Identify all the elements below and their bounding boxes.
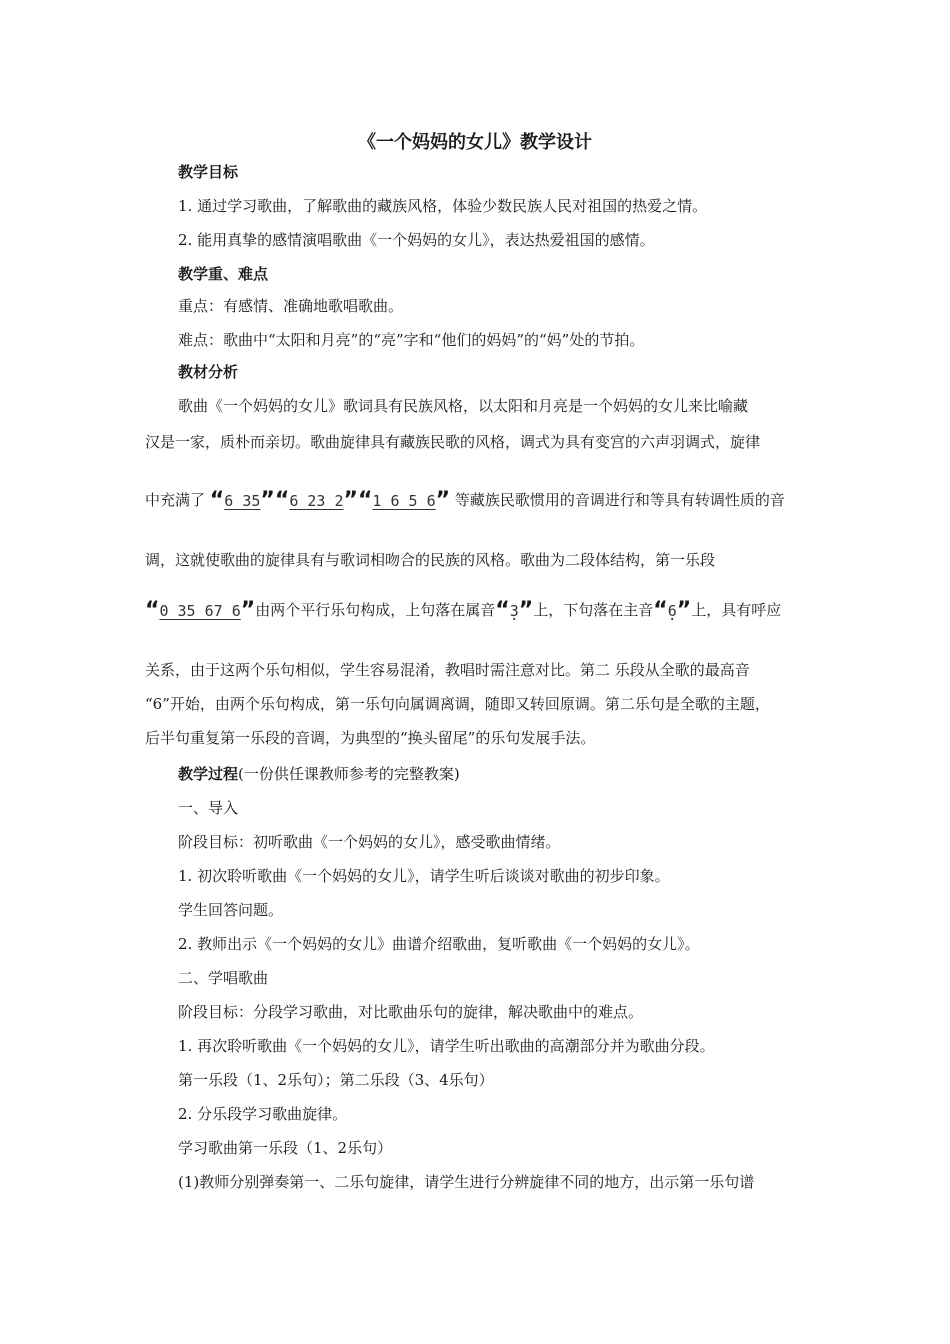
process-line: 1. 再次聆听歌曲《一个妈妈的女儿》，请学生听出歌曲的高潮部分并为歌曲分段。 [178, 1037, 715, 1055]
analysis-line-5 [145, 600, 781, 621]
process-line: 一、导入 [178, 799, 239, 817]
heading-analysis: 教材分析 [178, 363, 239, 381]
analysis-text: 具有呼应 [721, 601, 782, 619]
process-line: 学生回答问题。 [178, 901, 284, 919]
process-line: 二、学唱歌曲 [178, 969, 269, 987]
heading-keys: 教学重、难点 [178, 265, 269, 283]
quote-mark: ” [676, 598, 692, 623]
quote-mark: “ [209, 488, 225, 513]
goal-2: 2. 能用真挚的感情演唱歌曲《一个妈妈的女儿》，表达热爱祖国的感情。 [178, 231, 655, 249]
notation-snippet-1: 6 35 [224, 492, 261, 510]
heading-goals: 教学目标 [178, 163, 239, 181]
process-line: 2. 分乐段学习歌曲旋律。 [178, 1105, 348, 1123]
analysis-text: 等藏族民歌惯用的音调进行和等具有转调性质的音 [454, 491, 785, 509]
analysis-line-1: 歌曲《一个妈妈的女儿》歌词具有民族风格，以太阳和月亮是一个妈妈的女儿来比喻藏 [178, 397, 749, 415]
quote-mark: ” [240, 598, 256, 623]
notation-snippet-4: 0 35 67 6 [159, 602, 241, 620]
process-line: 第一乐段（1、2乐句）；第二乐段（3、4乐句） [178, 1071, 494, 1089]
heading-process: 教学过程 [178, 765, 239, 783]
process-line: 1. 初次聆听歌曲《一个妈妈的女儿》，请学生听后谈谈对歌曲的初步印象。 [178, 867, 670, 885]
document-title: 《一个妈妈的女儿》教学设计 [358, 132, 592, 153]
notation-snippet-3: 1 6 5 6 [372, 492, 436, 510]
quote-mark: ” [518, 598, 534, 623]
quote-mark: “ [653, 598, 668, 623]
quote-mark: ”“ [260, 488, 290, 513]
analysis-line-4: 调，这就使歌曲的旋律具有与歌词相吻合的民族的风格。歌曲为二段体结构，第一乐段 [145, 551, 716, 569]
difficulty-point: 难点：歌曲中“太阳和月亮”的“亮”字和“他们的妈妈”的“妈”处的节拍。 [178, 331, 645, 349]
notation-snippet-5: 3 · [510, 601, 519, 621]
goal-1: 1. 通过学习歌曲，了解歌曲的藏族风格，体验少数民族人民对祖国的热爱之情。 [178, 197, 708, 215]
quote-mark: “ [145, 598, 160, 623]
process-line: 阶段目标：初听歌曲《一个妈妈的女儿》，感受歌曲情绪。 [178, 833, 561, 851]
analysis-line-2: 汉是一家，质朴而亲切。歌曲旋律具有藏族民歌的风格，调式为具有变宫的六声羽调式，旋律 [145, 433, 761, 451]
analysis-line-7: “6”开始，由两个乐句构成，第一乐句向属调离调，随即又转回原调。第二乐句是全歌的主题， [145, 695, 770, 713]
notation-snippet-2: 6 23 2 [289, 492, 344, 510]
analysis-line-3 [145, 490, 785, 511]
process-note: (一份供任课教师参考的完整教案) [238, 765, 460, 783]
key-point: 重点：有感情、准确地歌唱歌曲。 [178, 297, 404, 315]
process-line: (1)教师分别弹奏第一、二乐句旋律，请学生进行分辨旋律不同的地方，出示第一乐句谱 [178, 1173, 755, 1191]
process-line: 阶段目标：分段学习歌曲，对比歌曲乐句的旋律，解决歌曲中的难点。 [178, 1003, 644, 1021]
analysis-text: 由两个平行乐句构成，上句落在属音 [255, 601, 496, 619]
analysis-text: 上， [533, 601, 564, 619]
heading-process-row [178, 764, 460, 784]
analysis-line-6: 关系，由于这两个乐句相似，学生容易混淆，教唱时需注意对比。第二 乐段从全歌的最高音 [145, 661, 750, 679]
quote-mark: ” [435, 488, 451, 513]
quote-mark: ”“ [343, 488, 373, 513]
quote-mark: “ [495, 598, 510, 623]
analysis-text: 下句落在主音 [563, 601, 654, 619]
analysis-text: 中充满了 [145, 491, 206, 509]
analysis-text: 上， [691, 601, 722, 619]
process-line: 2. 教师出示《一个妈妈的女儿》曲谱介绍歌曲，复听歌曲《一个妈妈的女儿》。 [178, 935, 700, 953]
analysis-line-8: 后半句重复第一乐段的音调，为典型的“换头留尾”的乐句发展手法。 [145, 729, 596, 747]
process-line: 学习歌曲第一乐段（1、2乐句） [178, 1139, 393, 1157]
notation-snippet-6: 6 · [668, 601, 677, 621]
